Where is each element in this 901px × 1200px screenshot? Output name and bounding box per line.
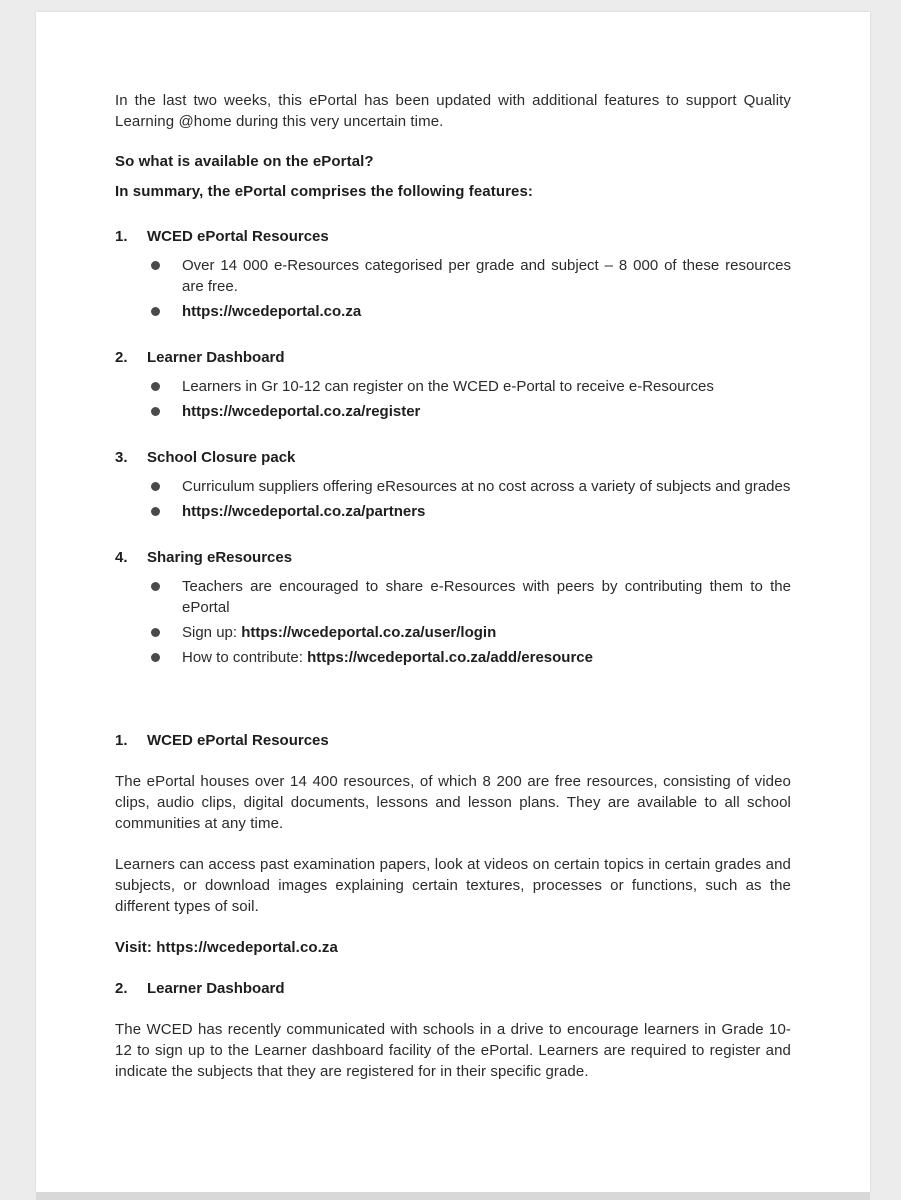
bullet-text: Curriculum suppliers offering eResources at no cost across a variety of subjects and grades	[182, 478, 791, 495]
detail-heading-resources	[115, 730, 791, 751]
resources-paragraph-2: Learners can access past examination papers, look at videos on certain topics in certain grades and subjects, or download images explaining certain textures, processes or functions, such as the different types of soil.	[115, 856, 791, 915]
intro-paragraph: In the last two weeks, this ePortal has been updated with additional features to support Quality Learning @home during this very uncertain time.	[115, 92, 791, 130]
section-number: 1.	[115, 732, 128, 749]
list-item	[151, 255, 791, 297]
feature-heading-closure-pack	[115, 447, 791, 468]
feature-title: School Closure pack	[147, 449, 296, 466]
login-link[interactable]: https://wcedeportal.co.za/user/login	[241, 624, 497, 641]
feature-number: 1.	[115, 228, 128, 245]
feature-title: WCED ePortal Resources	[147, 228, 329, 245]
bullet-icon	[151, 582, 160, 591]
signup-label: Sign up:	[182, 624, 242, 641]
summary-heading: In summary, the ePortal comprises the following features:	[115, 183, 534, 200]
detail-heading-dashboard	[115, 978, 791, 999]
add-eresource-link[interactable]: https://wcedeportal.co.za/add/eresource	[307, 649, 593, 666]
section-title: Learner Dashboard	[147, 980, 285, 997]
feature-heading-sharing	[115, 547, 791, 568]
feature-title: Sharing eResources	[147, 549, 293, 566]
feature-bullets-dashboard	[115, 376, 791, 422]
feature-bullets-resources	[115, 255, 791, 322]
feature-bullets-closure-pack	[115, 476, 791, 522]
feature-number: 4.	[115, 549, 128, 566]
bullet-icon	[151, 407, 160, 416]
list-item	[151, 622, 791, 643]
dashboard-paragraph: The WCED has recently communicated with schools in a drive to encourage learners in Grade 10-12 to sign up to the Learner dashboard facility of the ePortal. Learners are required to register and indicate the subjects that they are registered for in their specific grade.	[115, 1021, 791, 1080]
question-heading: So what is available on the ePortal?	[115, 153, 374, 170]
feature-heading-dashboard	[115, 347, 791, 368]
feature-heading-resources	[115, 226, 791, 247]
feature-title: Learner Dashboard	[147, 349, 285, 366]
list-item	[151, 476, 791, 497]
resources-link[interactable]: https://wcedeportal.co.za	[182, 303, 362, 320]
bullet-icon	[151, 653, 160, 662]
partners-link[interactable]: https://wcedeportal.co.za/partners	[182, 503, 426, 520]
section-title: WCED ePortal Resources	[147, 732, 329, 749]
bullet-icon	[151, 261, 160, 270]
bullet-text: Over 14 000 e-Resources categorised per grade and subject – 8 000 of these resources are free.	[182, 257, 791, 295]
bullet-icon	[151, 382, 160, 391]
contribute-label: How to contribute:	[182, 649, 308, 666]
register-link[interactable]: https://wcedeportal.co.za/register	[182, 403, 421, 420]
bullet-icon	[151, 628, 160, 637]
document-content	[115, 90, 791, 1082]
resources-paragraph-1: The ePortal houses over 14 400 resources, of which 8 200 are free resources, consisting of video clips, audio clips, digital documents, lessons and lesson plans. They are available to all school communities at any time.	[115, 773, 791, 832]
visit-link[interactable]: Visit: https://wcedeportal.co.za	[115, 939, 338, 956]
section-number: 2.	[115, 980, 128, 997]
list-item	[151, 401, 791, 422]
page-bottom-edge	[36, 1192, 870, 1200]
list-item	[151, 647, 791, 668]
feature-number: 3.	[115, 449, 128, 466]
list-item	[151, 376, 791, 397]
document-page	[36, 12, 870, 1192]
list-item	[151, 301, 791, 322]
list-item	[151, 576, 791, 618]
bullet-text: Learners in Gr 10-12 can register on the WCED e-Portal to receive e-Resources	[182, 378, 714, 395]
bullet-icon	[151, 482, 160, 491]
bullet-text: Teachers are encouraged to share e-Resources with peers by contributing them to the ePortal	[182, 578, 791, 616]
bullet-icon	[151, 307, 160, 316]
list-item	[151, 501, 791, 522]
feature-number: 2.	[115, 349, 128, 366]
bullet-icon	[151, 507, 160, 516]
feature-bullets-sharing	[115, 576, 791, 668]
